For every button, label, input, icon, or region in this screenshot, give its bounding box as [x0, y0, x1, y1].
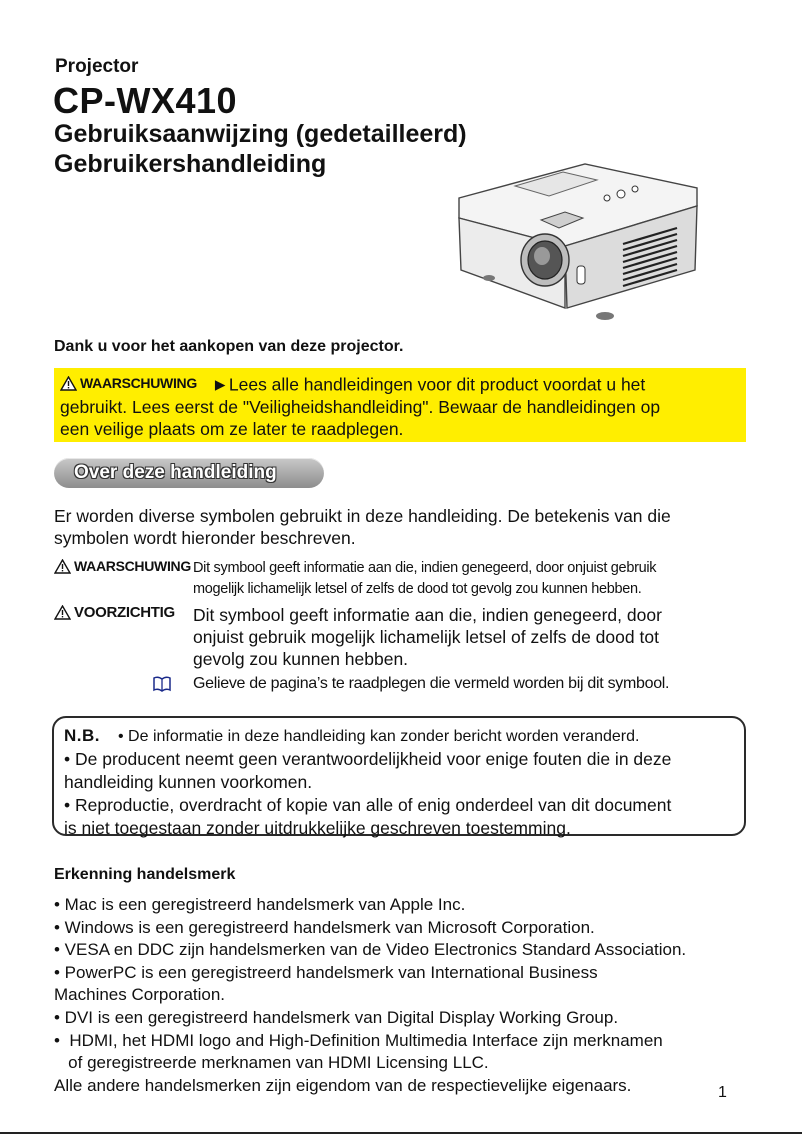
trademarks-heading: Erkenning handelsmerk	[54, 866, 236, 883]
intro-line2: symbolen wordt hieronder beschreven.	[54, 528, 356, 548]
warning-tag	[60, 372, 197, 394]
note-line3: handleiding kunnen voorkomen.	[64, 772, 313, 792]
note-box	[52, 716, 746, 836]
doc-title-line1: Gebruiksaanwijzing (gedetailleerd)	[54, 120, 467, 148]
trademarks-list	[54, 894, 764, 1097]
doc-title-line2: Gebruikershandleiding	[54, 150, 327, 178]
footer-divider	[0, 1132, 802, 1134]
caution-desc-line1: Dit symbool geeft informatie aan die, indien genegeerd, door	[193, 605, 662, 625]
caution-triangle-icon	[54, 605, 71, 620]
note-label: N.B.	[64, 726, 100, 745]
warning-triangle-icon	[54, 559, 71, 574]
arrow-icon: ►	[211, 374, 229, 395]
symbol-row-warning	[54, 558, 754, 602]
section-title: Over deze handleiding	[74, 462, 277, 483]
warning-text-3: een veilige plaats om ze later te raadplegen.	[60, 418, 404, 439]
intro-line1: Er worden diverse symbolen gebruikt in deze handleiding. De betekenis van die	[54, 506, 671, 526]
warning-box-line1	[60, 372, 740, 396]
doc-kicker: Projector	[55, 56, 139, 77]
caution-symbol-tag	[54, 604, 175, 621]
warning-symbol-label: WAARSCHUWING	[74, 558, 191, 574]
section-heading	[54, 458, 324, 488]
intro-paragraph	[54, 505, 754, 549]
trademark-line: Alle andere handelsmerken zijn eigendom van de respectievelijke eigenaars.	[54, 1075, 632, 1095]
warning-desc-line2: mogelijk lichamelijk letsel of zelfs de dood tot gevolg zou kunnen hebben.	[193, 581, 642, 597]
warning-text-2: gebruikt. Lees eerst de "Veiligheidshandleiding". Bewaar de handleidingen op	[60, 396, 661, 417]
trademark-line: • Windows is een geregistreerd handelsmerk van Microsoft Corporation.	[54, 917, 595, 937]
warning-desc-line1: Dit symbool geeft informatie aan die, indien genegeerd, door onjuist gebruik	[193, 560, 657, 576]
caution-desc-line2: onjuist gebruik mogelijk lichamelijk letsel of zelfs de dood tot	[193, 627, 659, 647]
caution-symbol-label: VOORZICHTIG	[74, 604, 175, 621]
note-line1	[64, 724, 736, 748]
caution-desc-line3: gevolg zou kunnen hebben.	[193, 649, 409, 669]
note-line4: • Reproductie, overdracht of kopie van alle of enig onderdeel van dit document	[64, 795, 672, 815]
page-number: 1	[718, 1084, 727, 1101]
warning-symbol-tag	[54, 558, 191, 574]
warning-tag-label: WAARSCHUWING	[80, 375, 197, 391]
trademark-line: • VESA en DDC zijn handelsmerken van de Video Electronics Standard Association.	[54, 940, 687, 960]
caution-symbol-desc	[193, 604, 662, 670]
warning-text-1: Lees alle handleidingen voor dit product voordat u het	[228, 374, 646, 395]
warning-symbol-desc	[193, 558, 656, 600]
trademark-line: • Mac is een geregistreerd handelsmerk van Apple Inc.	[54, 895, 466, 914]
projector-illustration	[445, 158, 707, 330]
book-symbol-desc: Gelieve de pagina’s te raadplegen die vermeld worden bij dit symbool.	[193, 675, 670, 692]
note-line5: is niet toegestaan zonder uitdrukkelijke geschreven toestemming.	[64, 818, 571, 838]
trademark-line: • DVI is een geregistreerd handelsmerk van Digital Display Working Group.	[54, 1007, 619, 1027]
trademark-line: • HDMI, het HDMI logo and High-Definition Multimedia Interface zijn merknamen	[54, 1030, 663, 1050]
thanks-heading: Dank u voor het aankopen van deze projector.	[54, 338, 404, 355]
trademark-line: • PowerPC is een geregistreerd handelsmerk van International Business	[54, 962, 598, 982]
book-icon	[153, 676, 171, 692]
note-line2: • De producent neemt geen verantwoordelijkheid voor enige fouten die in deze	[64, 749, 672, 769]
symbol-row-caution	[54, 604, 754, 672]
model-name: CP-WX410	[53, 80, 238, 121]
note-text-1: • De informatie in deze handleiding kan zonder bericht worden veranderd.	[118, 728, 640, 745]
warning-triangle-icon	[60, 376, 77, 391]
trademark-line: of geregistreerde merknamen van HDMI Licensing LLC.	[54, 1053, 489, 1073]
trademark-line: Machines Corporation.	[54, 985, 226, 1005]
warning-box	[54, 368, 746, 442]
